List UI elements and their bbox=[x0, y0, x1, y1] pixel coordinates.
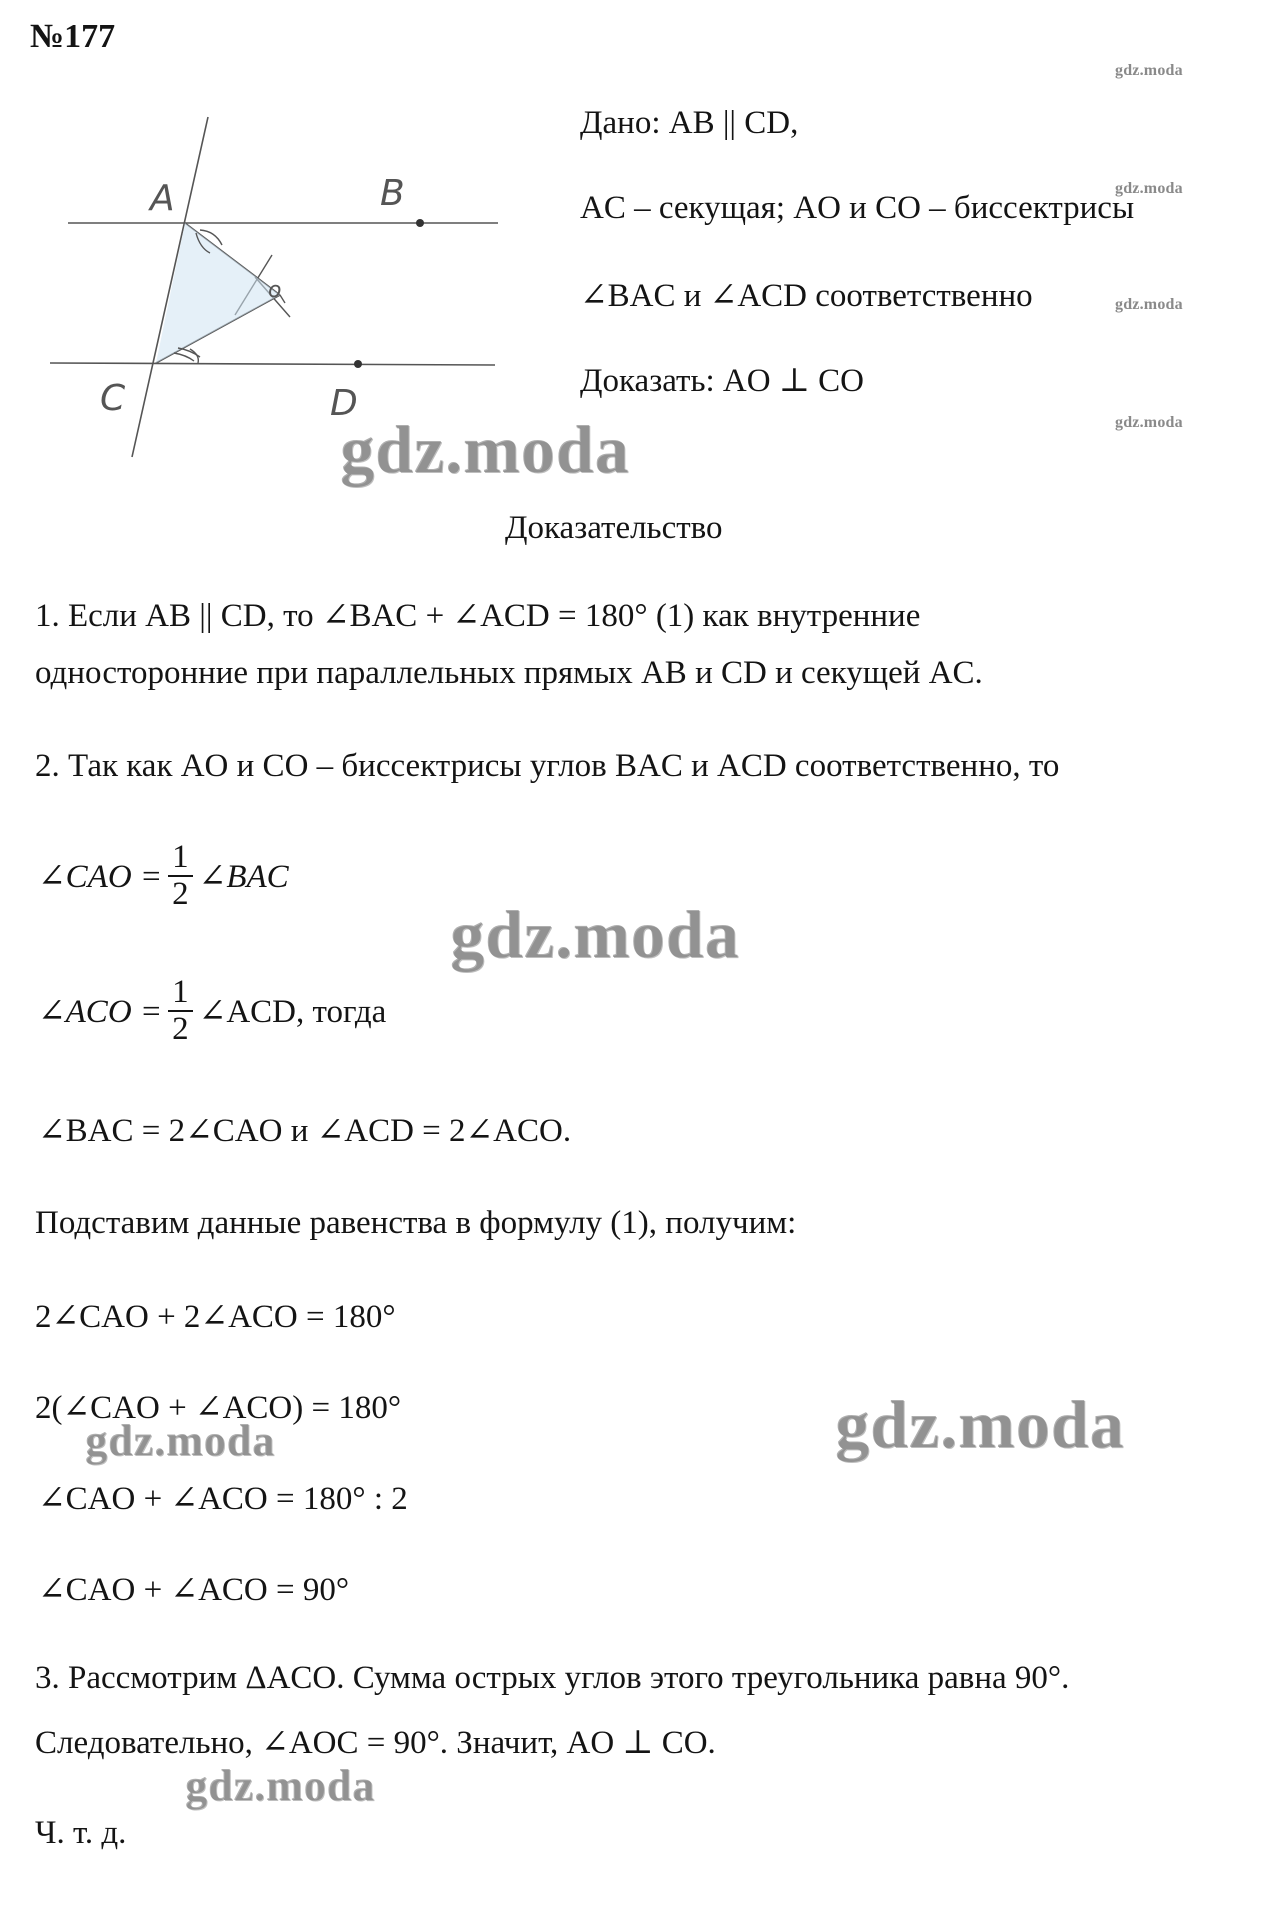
label-c: C bbox=[100, 378, 126, 419]
watermark-small-4: gdz.moda bbox=[1115, 414, 1183, 431]
eq2-right: ∠ACD, тогда bbox=[198, 993, 387, 1030]
watermark-big-2: gdz.moda bbox=[450, 896, 740, 972]
eq1-left: ∠CAO = bbox=[38, 858, 163, 895]
frac-num-1: 1 bbox=[168, 840, 193, 877]
step-1a: 1. Если AB || CD, то ∠BAC + ∠ACD = 180° (1) как внутренние bbox=[35, 598, 921, 634]
watermark-small-2: gdz.moda bbox=[1115, 180, 1183, 197]
label-a: A bbox=[150, 178, 175, 219]
eq1-right: ∠BAC bbox=[198, 858, 289, 895]
equation-5: 2(∠CAO + ∠ACO) = 180° bbox=[35, 1390, 402, 1426]
watermark-big-3: gdz.moda bbox=[835, 1386, 1125, 1462]
watermark-big-5: gdz.moda bbox=[185, 1761, 376, 1810]
given-line-3: ∠BAC и ∠ACD соответственно bbox=[580, 278, 1033, 314]
equation-1 bbox=[38, 840, 289, 911]
equation-6: ∠CAO + ∠ACO = 180° : 2 bbox=[38, 1481, 408, 1517]
equation-3: ∠BAC = 2∠CAO и ∠ACD = 2∠ACO. bbox=[38, 1113, 572, 1149]
fraction-half-2 bbox=[168, 975, 193, 1046]
frac-num-2: 1 bbox=[168, 975, 193, 1012]
step-3a: 3. Рассмотрим ΔACO. Сумма острых углов этого треугольника равна 90°. bbox=[35, 1660, 1070, 1696]
frac-den-1: 2 bbox=[172, 875, 189, 912]
prove-line: Доказать: AO ⊥ CO bbox=[580, 363, 864, 399]
step-1b: односторонние при параллельных прямых AB и CD и секущей AC. bbox=[35, 655, 983, 691]
equation-7: ∠CAO + ∠ACO = 90° bbox=[38, 1572, 350, 1608]
eq2-left: ∠ACO = bbox=[38, 993, 163, 1030]
equation-2 bbox=[38, 975, 386, 1046]
substitution-line: Подставим данные равенства в формулу (1), получим: bbox=[35, 1205, 797, 1241]
watermark-big-4: gdz.moda bbox=[85, 1416, 276, 1465]
given-line-1: Дано: AB || CD, bbox=[580, 105, 799, 141]
watermark-small-3: gdz.moda bbox=[1115, 296, 1183, 313]
label-d: D bbox=[330, 383, 358, 424]
given-line-2: AC – секущая; AO и CO – биссектрисы bbox=[580, 190, 1135, 226]
frac-den-2: 2 bbox=[172, 1010, 189, 1047]
label-b: B bbox=[380, 173, 405, 214]
fraction-half-1 bbox=[168, 840, 193, 911]
step-2: 2. Так как AO и CO – биссектрисы углов BAC и ACD соответственно, то bbox=[35, 748, 1060, 784]
problem-number: №177 bbox=[30, 18, 116, 55]
step-3b: Следовательно, ∠AOC = 90°. Значит, AO ⊥ CO. bbox=[35, 1725, 716, 1761]
watermark-big-1: gdz.moda bbox=[340, 411, 630, 487]
qed: Ч. т. д. bbox=[35, 1815, 127, 1851]
watermark-small-1: gdz.moda bbox=[1115, 62, 1183, 79]
proof-heading: Доказательство bbox=[505, 510, 723, 546]
label-o: o bbox=[268, 278, 282, 303]
equation-4: 2∠CAO + 2∠ACO = 180° bbox=[35, 1299, 396, 1335]
